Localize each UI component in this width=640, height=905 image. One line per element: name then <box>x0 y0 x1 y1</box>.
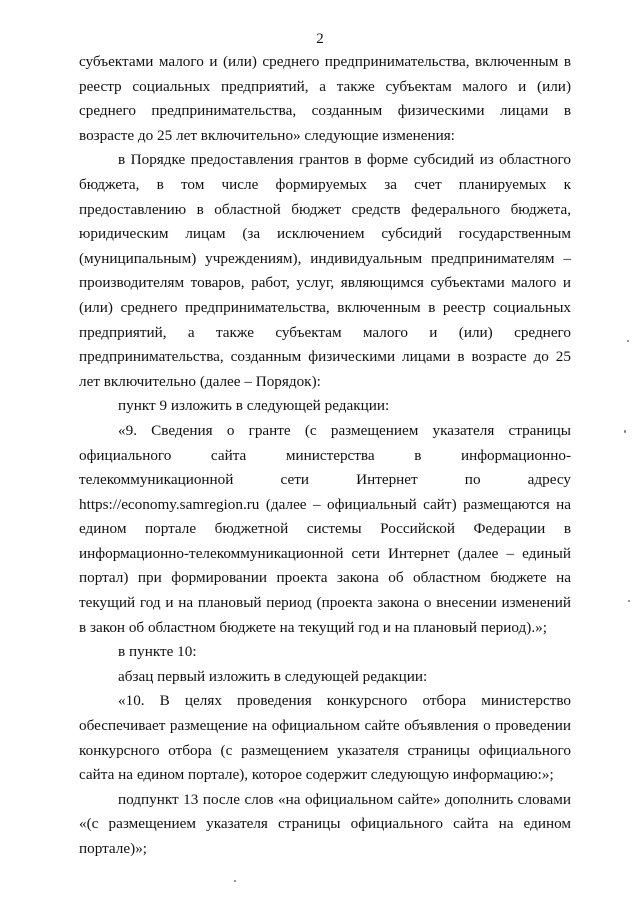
paragraph-intro-continuation: субъектами малого и (или) среднего предпринимательства, включенным в реестр социальных предприятий, а также субъектам малого и (или) среднего предпринимательства, созданным физическими лицами в возрасте до 25 лет включительно» следующие изменения: <box>79 53 571 144</box>
paragraph-item-10-text: «10. В целях проведения конкурсного отбора министерство обеспечивает размещение на официальном сайте объявления о проведении конкурсного отбора (с размещением указателя страницы официального сайта на едином портале), которое содержит следующую информацию:»; <box>79 692 571 784</box>
scan-speck <box>628 600 630 602</box>
paragraph-subitem-13: подпункт 13 после слов «на официальном сайте» дополнить словами «(с размещением указателя страницы официального сайта на едином портале)»; <box>79 790 571 857</box>
scan-speck <box>624 430 626 433</box>
scan-speck <box>627 340 629 342</box>
paragraph-item-9-heading: пункт 9 изложить в следующей редакции: <box>118 397 390 415</box>
document-body <box>79 50 571 862</box>
scan-speck <box>234 880 236 882</box>
paragraph-item-10-heading: в пункте 10: <box>118 643 197 661</box>
page-number: 2 <box>316 31 324 47</box>
paragraph-procedure-amendments: в Порядке предоставления грантов в форме субсидий из областного бюджета, в том числе формируемых за счет планируемых к предоставлению в областной бюджет средств федерального бюджета, юридическим лицам (за исключением субсидий государственным (муниципальным) учреждениям), индивидуальным предпринимателям – производителям товаров, работ, услуг, являющимся субъектами малого и (или) среднего предпринимательства, включенным в реестр социальных предприятий, а также субъектам малого и (или) среднего предпринимательства, созданным физическими лицами в возрасте до 25 лет включительно (далее – Порядок): <box>79 151 571 390</box>
paragraph-item-10-subheading: абзац первый изложить в следующей редакции: <box>118 667 428 685</box>
paragraph-item-9-text: «9. Сведения о гранте (с размещением указателя страницы официального сайта министерства в информационно-телекоммуникационной сети Интернет по адресу https://economy.samregion.ru (далее – официальный сайт) размещаются на едином портале бюджетной системы Российской Федерации в информационно-телекоммуникационной сети Интернет (далее – единый портал) при формировании проекта закона об областном бюджете на текущий год и на плановый период (проекта закона о внесении изменений в закон об областном бюджете на текущий год и на плановый период).»; <box>79 421 571 636</box>
